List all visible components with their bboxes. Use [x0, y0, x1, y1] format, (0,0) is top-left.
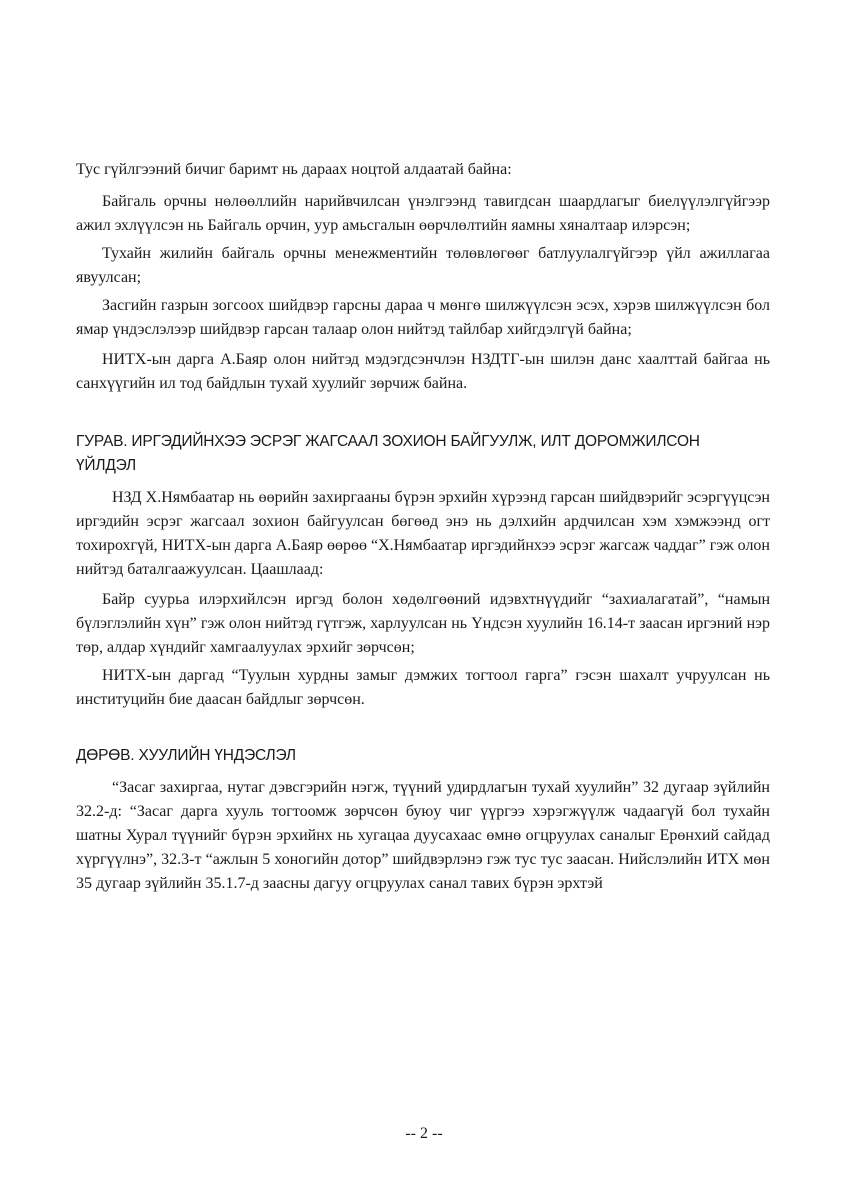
- body-paragraph: Байгаль орчны нөлөөллийн нарийвчилсан үнэлгээнд тавигдсан шаардлагыг биелүүлэлгүйгээр ажил эхлүүлсэн нь Байгаль орчин, уур амьсгалын өөрчлөлтийн яамны хяналтаар илэрсэн;: [76, 193, 770, 234]
- body-paragraph: Засгийн газрын зогсоох шийдвэр гарсны дараа ч мөнгө шилжүүлсэн эсэх, хэрэв шилжүүлсэн бол ямар үндэслэлээр шийдвэр гарсан талаар олон нийтэд тайлбар хийгдэлгүй байна;: [76, 297, 770, 338]
- section-heading-line: ҮЙЛДЭЛ: [76, 457, 137, 474]
- body-paragraph: НИТХ-ын даргад “Туулын хурдны замыг дэмжих тогтоол гарга” гэсэн шахалт учруулсан нь институцийн бие даасан байдлыг зөрчсөн.: [76, 667, 770, 708]
- body-paragraph: Тухайн жилийн байгаль орчны менежментийн төлөвлөгөөг батлуулалгүйгээр үйл ажиллагаа явуулсан;: [76, 245, 770, 286]
- section-heading: ДӨРӨВ. ХУУЛИЙН ҮНДЭСЛЭЛ: [76, 747, 296, 764]
- body-paragraph: “Засаг захиргаа, нутаг дэвсгэрийн нэгж, түүний удирдлагын тухай хуулийн” 32 дугаар зүйлийн 32.2-д: “Засаг дарга хууль тогтоомж зөрчсөн буюу чиг үүргээ хэрэгжүүлж чадаагүй бол тухайн шатны Хурал түүнийг бүрэн эрхийнх нь хугацаа дуусахаас өмнө огцруулах саналыг Ерөнхий сайдад хүргүүлнэ”, 32.3-т “ажлын 5 хоногийн дотор” шийдвэрлэнэ гэж тус тус заасан. Нийслэлийн ИТХ мөн 35 дугаар зүйлийн 35.1.7-д заасны дагуу огцруулах санал тавих бүрэн эрхтэй: [76, 779, 770, 892]
- body-paragraph: НИТХ-ын дарга А.Баяр олон нийтэд мэдэгдсэнчлэн НЗДТГ-ын шилэн данс хаалттай байгаа нь санхүүгийн ил тод байдлын тухай хуулийг зөрчиж байна.: [76, 351, 770, 392]
- section-heading: [76, 430, 776, 478]
- section-heading-line: ГУРАВ. ИРГЭДИЙНХЭЭ ЭСРЭГ ЖАГСААЛ ЗОХИОН БАЙГУУЛЖ, ИЛТ ДОРОМЖИЛСОН: [76, 433, 700, 450]
- page-number: -- 2 --: [405, 1125, 443, 1142]
- body-paragraph: Байр суурьа илэрхийлсэн иргэд болон хөдөлгөөний идэвхтнүүдийг “захиалагатай”, “намын бүлэглэлийн хүн” гэж олон нийтэд гүтгэж, харлуулсан нь Үндсэн хуулийн 16.14-т заасан иргэний нэр төр, алдар хүндийг хамгаалуулах эрхийг зөрчсөн;: [76, 591, 770, 656]
- intro-paragraph: Тус гүйлгээний бичиг баримт нь дараах ноцтой алдаатай байна:: [76, 161, 512, 178]
- body-paragraph: НЗД Х.Нямбаатар нь өөрийн захиргааны бүрэн эрхийн хүрээнд гарсан шийдвэрийг эсэргүүцсэн иргэдийн эсрэг жагсаал зохион байгуулсан бөгөөд энэ нь дэлхийн ардчилсан хэм хэмжээнд огт тохирохгүй, НИТХ-ын дарга А.Баяр өөрөө “Х.Нямбаатар иргэдийнхээ эсрэг жагсаж чаддаг” гэж олон нийтэд баталгаажуулсан. Цаашлаад:: [76, 489, 770, 578]
